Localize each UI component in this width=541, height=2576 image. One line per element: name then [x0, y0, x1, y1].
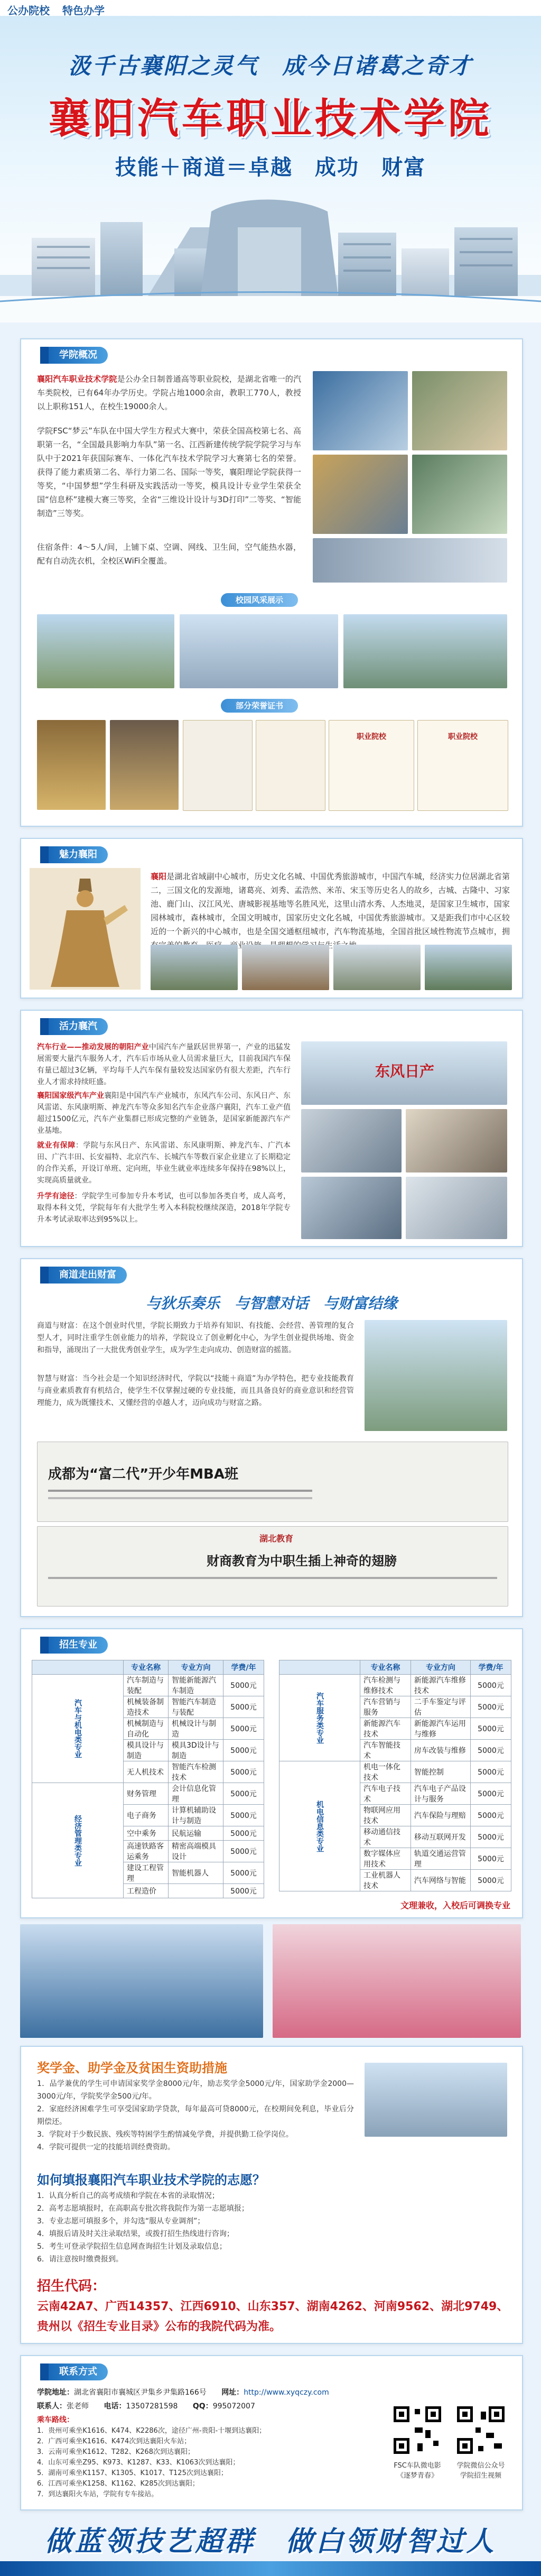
certificate-image-1: [183, 720, 253, 811]
photo-campus-library: [365, 2063, 507, 2137]
news1-rule: [48, 1490, 312, 1492]
major-direction: 汽车保险与理赔: [411, 1805, 470, 1826]
major-name: 汽车营销与服务: [360, 1696, 411, 1718]
auto-para3: [37, 1140, 291, 1186]
auto-title: 活力襄汽: [49, 1018, 108, 1035]
charm-text: [151, 870, 510, 952]
major-direction: 智能汽车检测技术: [169, 1761, 223, 1783]
header-slogan: 汲千古襄阳之灵气 成今日诸葛之奇才: [68, 53, 473, 79]
major-fee: 5000元: [223, 1884, 264, 1898]
major-fee: 5000元: [223, 1761, 264, 1783]
col-blank-right: [279, 1660, 360, 1675]
major-name: 电子商务: [124, 1805, 169, 1826]
auto-para1: [37, 1041, 291, 1088]
auto-para1-text: 中国汽车产量跃居世界第一，产业的迅猛发展需要大量汽车服务人才，汽车后市场从业人员需求量巨大，目前我国汽车保有量已超过3亿辆，平均每千人汽车保有量较发达国家仍有很大差距，汽车行业人才需求持续旺盛。: [37, 1043, 291, 1086]
aid-item-3: 3．学院对于少数民族、残疾等特困学生酌情减免学费，并提供勤工俭学岗位。: [37, 2130, 293, 2139]
site-label: 网址：: [221, 2388, 244, 2397]
major-direction: 二手车鉴定与评估: [411, 1696, 470, 1718]
col-direction-right: 专业方向: [411, 1660, 470, 1675]
person-label: 联系人：: [37, 2402, 67, 2411]
photo-campus-aerial: [365, 1320, 507, 1431]
auto-para2: [37, 1090, 291, 1137]
major-fee: 5000元: [223, 1783, 264, 1805]
photo-campus-building: [180, 614, 338, 688]
major-fee: 5000元: [471, 1696, 511, 1718]
major-fee: 5000元: [223, 1862, 264, 1884]
news2-tag: 湖北教育: [259, 1534, 294, 1544]
major-direction: 模具3D设计与制造: [169, 1740, 223, 1761]
campus-subtitle: 校园风采展示: [221, 593, 298, 607]
major-direction: 新能源汽车维修技术: [411, 1675, 470, 1696]
charm-text-body: 是湖北省域副中心城市，历史文化名城、中国优秀旅游城市，中国汽车城，经济实力位居湖北省第二，三国文化的发源地，诸葛亮、刘秀、孟浩然、米芾、宋玉等历史名人的故乡，古城、古隆中、习家池、鹿门山、汉江风光、唐城影视基地等名胜风光，这里山清水秀、人杰地灵，是国家卫生城市，国家园林城市，森林城市，全国文明城市，国家历史文化名城，中国优秀旅游城市。又是距我们市中心区较近的一个新兴的中心城市，也是全国交通枢纽城市，汽车物流基地，全国首批区域性物流节点城市，拥 学习与生活之地。: [151, 872, 510, 950]
major-direction: 精密高端模具设计: [169, 1841, 223, 1862]
route-item-7: 7．到达襄阳火车站，学院有专车接站。: [37, 2490, 158, 2498]
certificate-4-title: 职业院校: [448, 733, 478, 741]
contact-person-row: [37, 2400, 255, 2411]
major-name: 汽车制造与装配: [124, 1675, 169, 1696]
admission-table-left: [32, 1660, 264, 1898]
major-name: 数字媒体应用技术: [360, 1848, 411, 1870]
overview-para2: 学院FSC“梦云”车队在中国大学生方程式大赛中，荣获全国高校第七名、高职第一名，“全国最具影响力车队”第一名、江西新建传统学院学院学习与车队中于2021年获国际赛车、一体化汽车技术学院学习大赛第七名的荣誉。获得了能力素质第二名、举行力第二名、国际一等奖，襄阳理论学院获得一等奖，“中国梦想”学生科研及实践活动一等奖，模具设计专业学生荣获全国“信息杯”建模大赛三等奖，全省“三维设计设计与3D打印”二等奖、“智能制造”三等奖。: [37, 426, 301, 518]
major-name: 汽车检测与维修技术: [360, 1675, 411, 1696]
wealth-text1: 商道与财富：在这个创业时代里，学院长期致力于培养有知识、有技能、会经营、善管理的复合型人才，同时注重学生创业能力的培养，学院设立了创业孵化中心，为学生创业提供场地、资金和指导，涌现出了一大批优秀创业学生，成为学生走向成功、创造财富的摇篮。: [37, 1322, 354, 1354]
aid-panel: [20, 2046, 523, 2344]
major-direction: 计算机辅助设计与制造: [169, 1805, 223, 1826]
major-name: 空中乘务: [124, 1826, 169, 1841]
route-label: 乘车路线：: [37, 2416, 74, 2424]
contact-panel: [20, 2355, 523, 2510]
photo-campus-lawn: [343, 614, 507, 688]
admission-right-body: [279, 1675, 511, 1891]
sign-dongfeng-nissan: 东风日产: [375, 1063, 435, 1080]
photo-ancient-city: [151, 945, 238, 990]
qq-value[interactable]: 995072007: [212, 2402, 255, 2411]
col-major-left: 专业名称: [124, 1660, 169, 1675]
major-name: 汽车智能技术: [360, 1740, 411, 1761]
major-fee: 5000元: [223, 1841, 264, 1862]
photo-stewardess-team: [273, 1924, 521, 2038]
major-fee: 5000元: [471, 1675, 511, 1696]
howto-item-1: 1．认真分析自己的高考成绩和学院在本省的录取情况；: [37, 2192, 219, 2200]
address-label: 学院地址：: [37, 2388, 74, 2397]
col-fee-right: 学费/年: [471, 1660, 511, 1675]
phone-label: 电话：: [104, 2402, 126, 2411]
howto-item-4: 4．填报后请及时关注录取结果，或拨打招生热线进行咨询；: [37, 2230, 234, 2238]
major-name: 无人机技术: [124, 1761, 169, 1783]
qq-label: QQ：: [192, 2402, 213, 2411]
honor-subtitle: 部分荣誉证书: [221, 699, 298, 713]
top-strip: [0, 0, 541, 16]
photo-campus-road: [313, 538, 507, 583]
route-item-1: 1．贵州可乘坐K1616、K474、K2286次，途径广州-贵阳-十堰到达襄阳；: [37, 2427, 266, 2435]
certificate-3-title: 职业院校: [357, 733, 386, 741]
student-photo-band: [20, 1924, 521, 2038]
overview-title: 学院概况: [49, 347, 108, 364]
major-direction: 汽车网络与智能: [411, 1870, 470, 1891]
header-motto: 技能＋商道＝卓越 成功 财富: [115, 155, 426, 180]
qr-code-icon-2[interactable]: [454, 2404, 507, 2457]
news2-headline: 财商教育为中职生插上神奇的翅膀: [207, 1554, 397, 1568]
zhuge-liang-statue-icon: [30, 868, 141, 990]
photo-car-training: [406, 1109, 507, 1172]
howto-list: [37, 2190, 507, 2266]
overview-para1: [37, 372, 301, 413]
auto-para1-lead: 汽车行业——推动发展的朝阳产业: [37, 1043, 149, 1051]
photo-flight-attendants: [20, 1924, 263, 2038]
wealth-title: 商道走出财富: [49, 1267, 127, 1284]
tag-public: 公办院校: [7, 4, 50, 17]
codes-title: 招生代码：: [37, 2278, 106, 2294]
major-name: 移动通信技术: [360, 1826, 411, 1848]
route-item-6: 6．江西可乘坐K1258、K1162、K285次到达襄阳；: [37, 2480, 199, 2488]
aid-item-2: 2．家庭经济困难学生可享受国家助学贷款，每年最高可贷8000元，在校期间免利息，毕业后分期偿还。: [37, 2105, 354, 2126]
qr-code-icon-1[interactable]: [391, 2404, 444, 2457]
major-fee: 5000元: [223, 1696, 264, 1718]
major-name: 模具设计与制造: [124, 1740, 169, 1761]
left-category-1: 经济管理类专业: [32, 1783, 124, 1898]
major-direction: 新能源汽车运用与维修: [411, 1718, 470, 1740]
photo-award-ceremony: [412, 371, 507, 450]
campus-skyline-illustration: [0, 190, 541, 322]
wealth-text2: 智慧与财富：当今社会是一个知识经济时代，学院以“技能＋商道”为办学特色，把专业技能教育与商业素质教育有机结合，使学生不仅掌握过硬的专业技能，而且具备良好的商业意识和经营管理能力，成为既懂技术、又懂经营的卓越人才，迈向成功与财富之路。: [37, 1374, 354, 1407]
overview-para3: 住宿条件：4～5人/间，上铺下桌、空调、网线、卫生间，空气能热水器，配有自动洗衣机，全校区WiFi全覆盖。: [37, 542, 301, 566]
major-name: 工程造价: [124, 1884, 169, 1898]
major-direction: 智能机器人: [169, 1862, 223, 1884]
major-fee: 5000元: [471, 1826, 511, 1848]
major-fee: 5000元: [223, 1740, 264, 1761]
howto-item-3: 3．专业志愿可填报多个，并勾选“服从专业调剂”；: [37, 2217, 205, 2226]
aid-item-4: 4．学院可提供一定的技能培训经费资助。: [37, 2143, 175, 2152]
newspaper-clip-1: [37, 1442, 508, 1522]
major-direction: 机械设计与制造: [169, 1718, 223, 1740]
admission-table-right: [279, 1660, 511, 1891]
aid-list: [37, 2078, 354, 2154]
major-fee: 5000元: [471, 1870, 511, 1891]
photo-students-lab: [412, 455, 507, 534]
auto-para4-text: ：学院学生可参加专升本考试，也可以参加各类自考，成人高考，取得本科文凭，学院每年有大批学生考入本科院校继续深造，2018年学院专升本考试录取率达到95%以上。: [37, 1192, 291, 1224]
route-item-4: 4．山东可乘坐Z95、K973、K1287、K33、K1063次到达襄阳；: [37, 2459, 240, 2467]
howto-item-2: 2．高考志愿填报时，在高职高专批次将我院作为第一志愿填报；: [37, 2204, 249, 2213]
major-row: [32, 1783, 264, 1805]
certificate-image-2: [256, 720, 325, 811]
major-direction: 智能控制: [411, 1761, 470, 1783]
news2-rule: [48, 1577, 497, 1579]
major-direction: 轨道交通运营管理: [411, 1848, 470, 1870]
photo-race-car-team: [313, 371, 408, 450]
col-direction-left: 专业方向: [169, 1660, 223, 1675]
news1-rule2: [48, 1497, 312, 1499]
aid-title: 奖学金、助学金及贫困生资助措施: [37, 2061, 227, 2075]
auto-para2-text: 襄阳是中国汽车产业城市，东风汽车公司、东风日产、东风雷诺、东风康明斯、神龙汽车等众多知名汽车企业落户襄阳，汽车工业产值超过1500亿元，汽车产业集群已形成完整的产业链条，是国家新能源汽车产业基地。: [37, 1092, 291, 1135]
major-name: 汽车电子技术: [360, 1783, 411, 1805]
phone-value[interactable]: 13507281598: [126, 2402, 178, 2411]
photo-temple: [242, 945, 329, 990]
col-major-right: 专业名称: [360, 1660, 411, 1675]
charm-lead: 襄阳: [151, 872, 167, 881]
auto-para3-lead: 就业有保障: [37, 1141, 76, 1150]
photo-formula-car: [313, 455, 408, 534]
news1-headline: 成都为“富二代”开少年MBA班: [48, 1466, 238, 1482]
auto-para4: [37, 1190, 291, 1225]
footer-slogan: 做蓝领技艺超群 做白领财智过人: [44, 2526, 497, 2557]
major-name: 建设工程管理: [124, 1862, 169, 1884]
major-fee: 5000元: [471, 1761, 511, 1783]
major-name: 高速铁路客运乘务: [124, 1841, 169, 1862]
newspaper-clip-2: [37, 1526, 508, 1606]
qr2-caption: 学院微信公众号 学院招生视频: [456, 2462, 505, 2480]
howto-title: 如何填报襄阳汽车职业技术学院的志愿？: [37, 2173, 265, 2187]
charm-panel: [20, 838, 523, 999]
major-direction: 会计信息化管理: [169, 1783, 223, 1805]
site-link[interactable]: http://www.xyqczy.com: [244, 2388, 329, 2397]
admission-title: 招生专业: [49, 1637, 108, 1654]
major-direction: 智能新能源汽车制造: [169, 1675, 223, 1696]
overview-para1-text: 是公办全日制普通高等职业院校，是湖北省唯一的汽车类院校，已有64年办学历史。学院占地1000余亩，教职工770人，教授以上职称151人，在校生19000余人。: [37, 374, 301, 411]
charm-title: 魅力襄阳: [49, 846, 108, 863]
howto-item-5: 5．考生可登录学院招生信息网查询招生计划及录取信息；: [37, 2242, 227, 2251]
photo-workshop: [301, 1109, 402, 1172]
major-row: [279, 1761, 511, 1783]
aid-item-1: 1．品学兼优的学生可申请国家奖学金8000元/年，励志奖学金5000元/年，国家助学金2000—3000元/年，学院奖学金500元/年。: [37, 2080, 354, 2101]
route-item-3: 3．云南可乘坐K1612、T282、K268次到达襄阳；: [37, 2448, 194, 2456]
photo-engine-lab: [301, 1177, 402, 1239]
col-blank-left: [32, 1660, 124, 1675]
major-name: 机械制造与自动化: [124, 1718, 169, 1740]
right-category-0: 汽车服务类专业: [279, 1675, 360, 1761]
person-value: 张老师: [67, 2402, 89, 2411]
major-fee: 5000元: [223, 1718, 264, 1740]
right-category-1: 机电信息类专业: [279, 1761, 360, 1891]
route-item-2: 2．广西可乘坐K1616、K474次到达襄阳火车站；: [37, 2437, 191, 2445]
photo-river: [425, 945, 512, 990]
major-direction: 房车改装与维修: [411, 1740, 470, 1761]
major-name: 新能源汽车技术: [360, 1718, 411, 1740]
school-name: 襄阳汽车职业技术学院: [48, 95, 492, 143]
major-direction: 移动互联网开发: [411, 1826, 470, 1848]
certificate-image-4: [417, 720, 508, 811]
admission-panel: [20, 1628, 523, 1918]
photo-students-cars: [406, 1177, 507, 1239]
admission-left-body: [32, 1675, 264, 1898]
major-name: 工业机器人技术: [360, 1870, 411, 1891]
certificate-image-3: [329, 720, 414, 811]
auto-para2-lead: 襄阳国家级汽车产业: [37, 1092, 105, 1100]
major-fee: 5000元: [471, 1718, 511, 1740]
overview-lead: 襄阳汽车职业技术学院: [37, 374, 117, 384]
major-direction: [169, 1884, 223, 1898]
major-fee: 5000元: [223, 1675, 264, 1696]
codes-line1: 云南42A7、广西14357、江西6910、山东357、湖南4262、河南9562、湖北9749、: [37, 2300, 509, 2313]
major-fee: 5000元: [471, 1740, 511, 1761]
howto-item-6: 6．请注意按时缴费报到。: [37, 2255, 123, 2264]
major-direction: 民航运输: [169, 1826, 223, 1841]
route-list: [37, 2426, 375, 2500]
major-fee: 5000元: [471, 1805, 511, 1826]
footer-bar: [0, 2561, 541, 2576]
auto-para3-text: ：学院与东风日产、东风雷诺、东风康明斯、神龙汽车、广汽本田、广汽丰田、长安福特、北京汽车、长城汽车等数百家企业建立了长期稳定的合作关系，开设订单班、定向班，毕业生就业率连续多年保持在98%以上，实现高质量就业。: [37, 1141, 291, 1185]
page-header: [0, 0, 541, 322]
major-row: [279, 1675, 511, 1696]
photo-campus-gate: [37, 614, 174, 688]
wealth-panel: [20, 1258, 523, 1617]
qr1-caption: FSC车队微电影 《逐梦青春》: [394, 2462, 441, 2480]
photo-dongfeng-nissan: [301, 1041, 507, 1105]
trophy-image-1: [37, 720, 106, 810]
major-fee: 5000元: [223, 1826, 264, 1841]
major-row: [32, 1675, 264, 1696]
route-item-5: 5．湖南可乘坐K1157、K1305、K1017、T125次到达襄阳；: [37, 2469, 228, 2477]
wealth-subtitle: 与狄乐奏乐 与智慧对话 与财富结缘: [145, 1295, 397, 1312]
major-direction: 汽车电子产品设计与服务: [411, 1783, 470, 1805]
photo-old-street: [333, 945, 421, 990]
codes-line2: 贵州以《招生专业目录》公布的我院代码为准。: [37, 2320, 282, 2333]
major-fee: 5000元: [223, 1805, 264, 1826]
contact-address-row: [37, 2387, 329, 2397]
address-value: 湖北省襄阳市襄城区尹集乡尹集路166号: [74, 2388, 207, 2397]
major-fee: 5000元: [471, 1783, 511, 1805]
major-name: 机械装备制造技术: [124, 1696, 169, 1718]
auto-para4-lead: 升学有途径: [37, 1192, 74, 1201]
overview-panel: [20, 338, 523, 827]
major-direction: 智能汽车制造与装配: [169, 1696, 223, 1718]
major-name: 财务管理: [124, 1783, 169, 1805]
auto-panel: [20, 1010, 523, 1247]
admission-note: 文理兼收，入校后可调换专业: [400, 1900, 510, 1910]
major-name: 物联网应用技术: [360, 1805, 411, 1826]
col-fee-left: 学费/年: [223, 1660, 264, 1675]
left-category-0: 汽车与机电类专业: [32, 1675, 124, 1783]
major-fee: 5000元: [471, 1848, 511, 1870]
trophy-image-2: [110, 720, 179, 810]
tag-featured: 特色办学: [62, 4, 105, 17]
contact-title: 联系方式: [49, 2363, 108, 2380]
major-name: 机电一体化技术: [360, 1761, 411, 1783]
